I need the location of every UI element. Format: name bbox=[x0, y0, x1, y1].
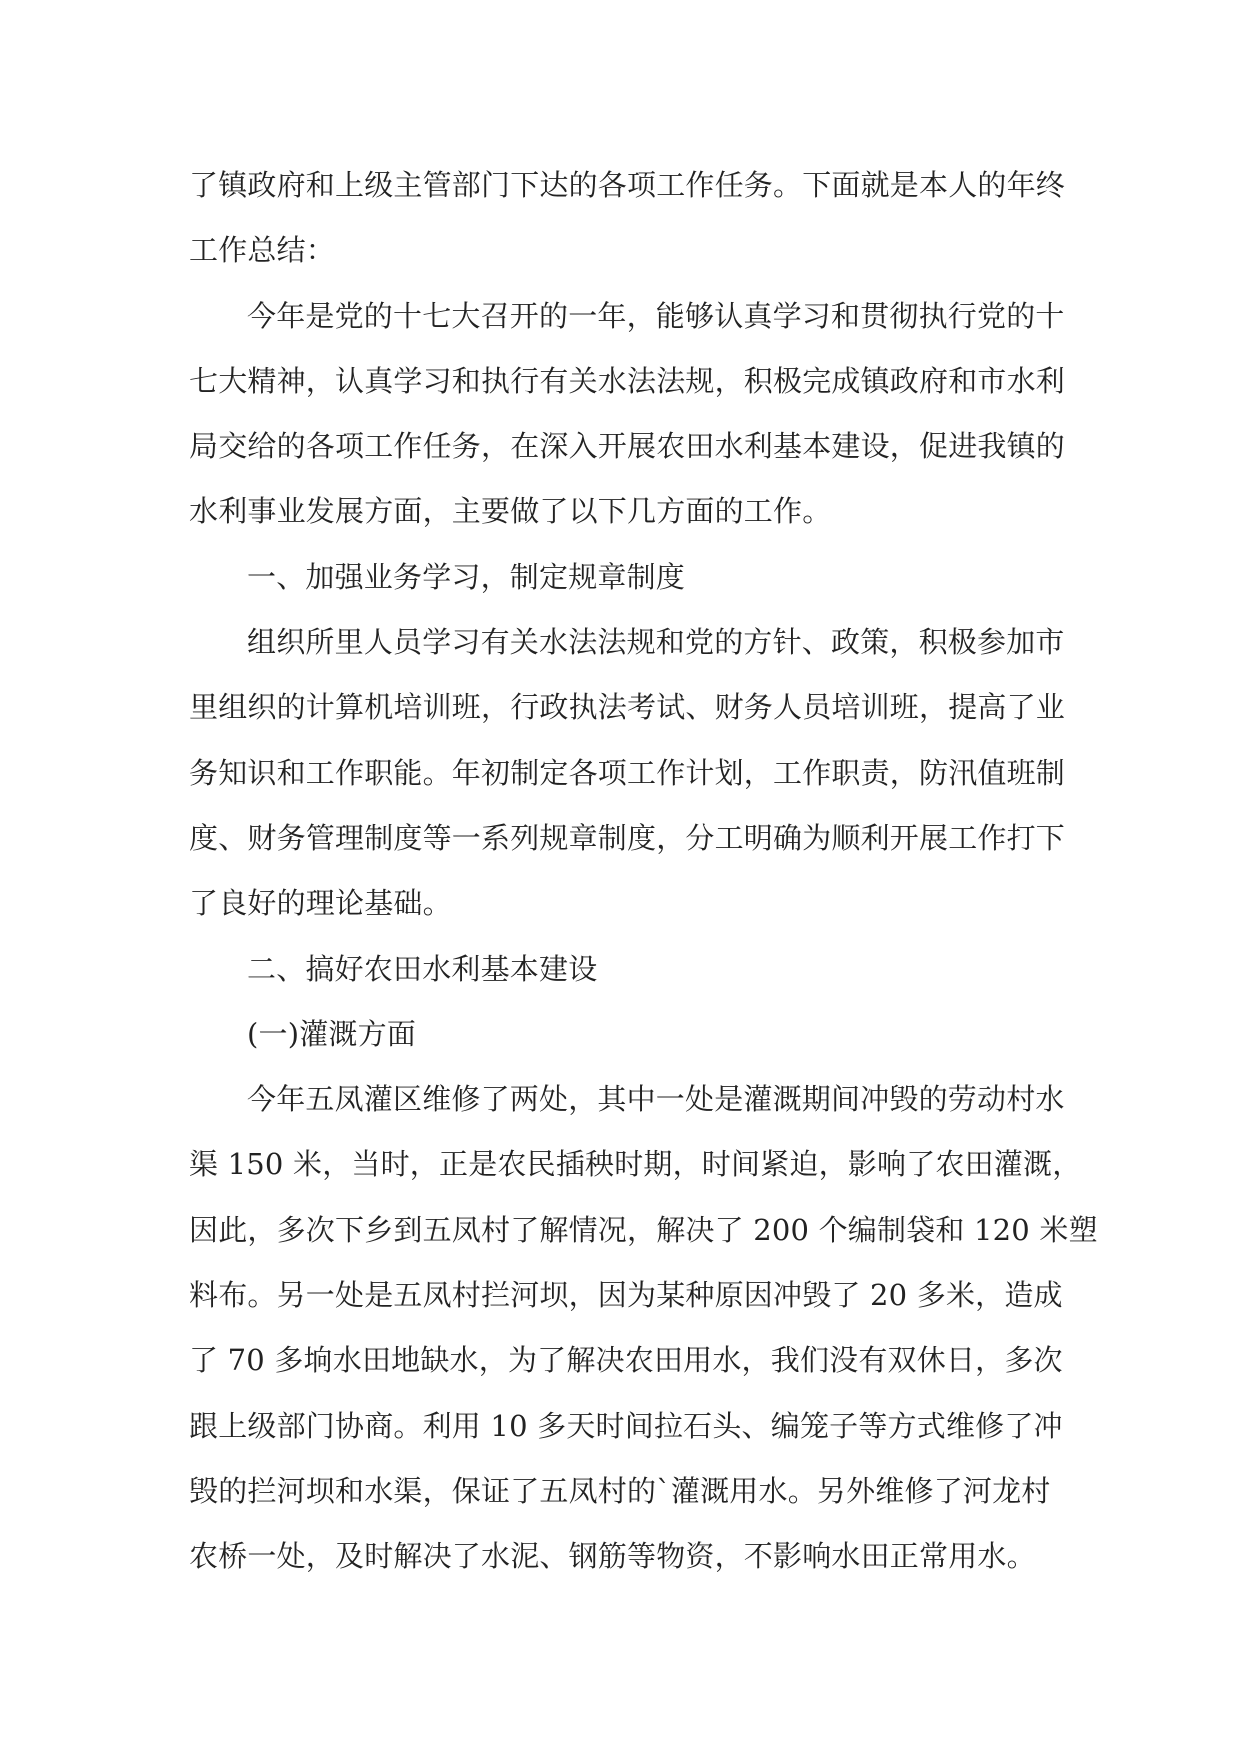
text-line: 今年五凤灌区维修了两处，其中一处是灌溉期间冲毁的劳动村水 bbox=[247, 1082, 1065, 1117]
text-line: 一、加强业务学习，制定规章制度 bbox=[247, 559, 686, 594]
text-line: 水利事业发展方面，主要做了以下几方面的工作。 bbox=[189, 494, 832, 529]
text-line: 跟上级部门协商。利用 10 多天时间拉石头、编笼子等方式维修了冲 bbox=[189, 1408, 1063, 1443]
text-line: 组织所里人员学习有关水法法规和党的方针、政策，积极参加市 bbox=[247, 625, 1065, 660]
text-line: 度、财务管理制度等一系列规章制度，分工明确为顺利开展工作打下 bbox=[189, 820, 1066, 855]
text-line: 了 70 多垧水田地缺水，为了解决农田用水，我们没有双休日，多次 bbox=[189, 1343, 1063, 1378]
text-line: (一)灌溉方面 bbox=[247, 1016, 417, 1051]
text-line: 今年是党的十七大召开的一年，能够认真学习和贯彻执行党的十 bbox=[247, 298, 1065, 333]
text-line: 渠 150 米，当时，正是农民插秧时期，时间紧迫，影响了农田灌溉， bbox=[189, 1147, 1082, 1182]
text-line: 局交给的各项工作任务，在深入开展农田水利基本建设，促进我镇的 bbox=[189, 429, 1066, 464]
body-text bbox=[189, 153, 1098, 1590]
text-line: 工作总结： bbox=[189, 233, 336, 268]
text-line: 务知识和工作职能。年初制定各项工作计划，工作职责，防汛值班制 bbox=[189, 755, 1066, 790]
text-line: 农桥一处，及时解决了水泥、钢筋等物资，不影响水田正常用水。 bbox=[189, 1539, 1036, 1574]
text-line: 毁的拦河坝和水渠，保证了五凤村的`灌溉用水。另外维修了河龙村 bbox=[189, 1473, 1051, 1508]
text-line: 七大精神，认真学习和执行有关水法法规，积极完成镇政府和市水利 bbox=[189, 363, 1066, 398]
text-line: 料布。另一处是五凤村拦河坝，因为某种原因冲毁了 20 多米，造成 bbox=[189, 1278, 1063, 1313]
text-line: 了镇政府和上级主管部门下达的各项工作任务。下面就是本人的年终 bbox=[189, 168, 1066, 202]
text-line: 了良好的理论基础。 bbox=[189, 886, 452, 921]
text-line: 二、搞好农田水利基本建设 bbox=[247, 951, 598, 986]
text-line: 因此，多次下乡到五凤村了解情况，解决了 200 个编制袋和 120 米塑 bbox=[189, 1212, 1098, 1247]
text-line: 里组织的计算机培训班，行政执法考试、财务人员培训班，提高了业 bbox=[189, 690, 1066, 725]
